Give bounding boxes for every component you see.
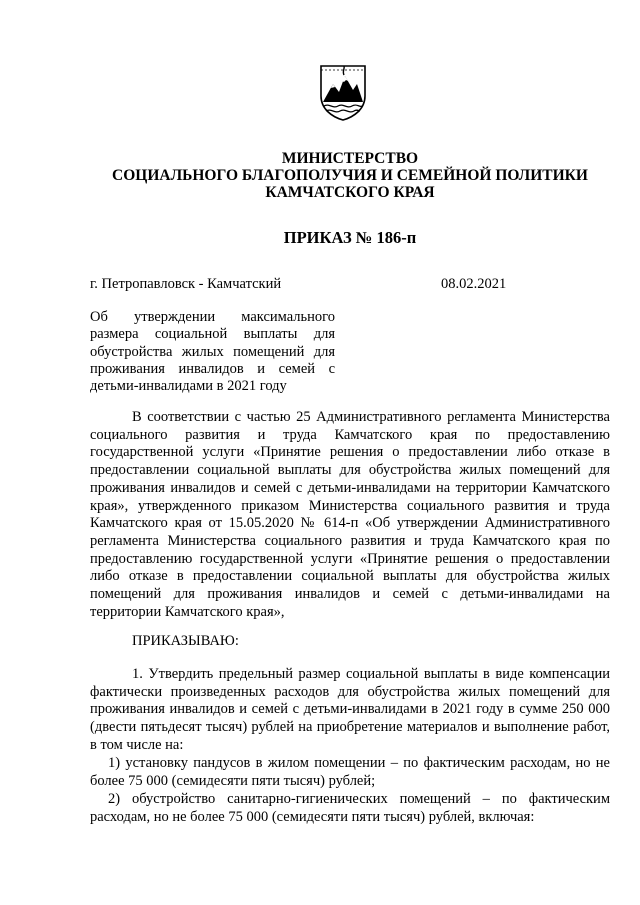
- kamchatka-coat-of-arms-icon: [317, 62, 369, 122]
- ministry-title: МИНИСТЕРСТВО: [281, 150, 419, 167]
- preamble-paragraph: В соответствии с частью 25 Административного регламента Министерства социального развития и труда Камчатского края по предоставлению государственной услуги «Принятие решения о предоставлении либо отказе в предоставлении социальной выплаты для обустройства жилых помещений для проживания инвалидов и семей с детьми-инвалидами на территории Камчатского края», утвержденного приказом Министерства социального развития и труда Камчатского края от 15.05.2020 № 614-п «Об утверждении Административного регламента Министерства социального развития и труда Камчатского края по предоставлению государственной услуги «Принятие решения о предоставлении либо отказе в предоставлении социальной выплаты для обустройства жилых помещений для проживания инвалидов и семей с детьми-инвалидами на территории Камчатского края»,: [90, 409, 610, 620]
- order-title: ПРИКАЗ № 186-п: [283, 228, 417, 247]
- order-city: г. Петропавловск - Камчатский: [90, 276, 282, 292]
- subitem-1-paragraph: 1) установку пандусов в жилом помещении – по фактическим расходам, но не более 75 000 (семидесяти пяти тысяч) рублей;: [90, 755, 610, 789]
- order-word: ПРИКАЗЫВАЮ:: [132, 633, 239, 649]
- order-date: 08.02.2021: [441, 276, 507, 292]
- subitem-2-paragraph: 2) обустройство санитарно-гигиенических помещений – по фактическим расходам, но не более 75 000 (семидесяти пяти тысяч) рублей, включая:: [90, 791, 610, 825]
- item-1-paragraph: 1. Утвердить предельный размер социальной выплаты в виде компенсации фактически произведенных расходов для обустройства жилых помещений для проживания инвалидов и семей с детьми-инвалидами в 2021 году в сумме 250 000 (двести пятьдесят тысяч) рублей на приобретение материалов и выполнение работ, в том числе на:: [90, 666, 610, 753]
- order-subject: Об утверждении максимального размера социальной выплаты для обустройства жилых помещений для проживания инвалидов и семей с детьми-инвалидами в 2021 году: [90, 309, 335, 395]
- ministry-name: СОЦИАЛЬНОГО БЛАГОПОЛУЧИЯ И СЕМЕЙНОЙ ПОЛИТИКИ: [112, 167, 588, 184]
- ministry-region: КАМЧАТСКОГО КРАЯ: [265, 184, 435, 201]
